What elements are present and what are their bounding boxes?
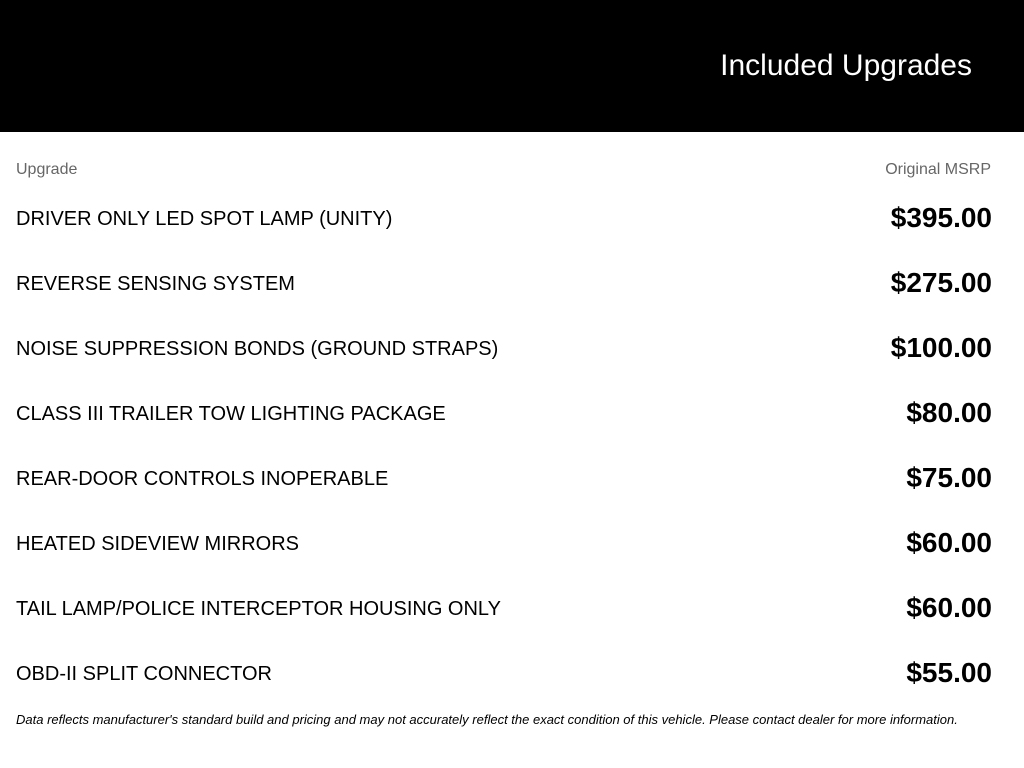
list-item bbox=[0, 185, 1024, 250]
list-item bbox=[0, 315, 1024, 380]
upgrade-name: CLASS III TRAILER TOW LIGHTING PACKAGE bbox=[16, 403, 446, 425]
upgrade-name: HEATED SIDEVIEW MIRRORS bbox=[16, 533, 299, 555]
upgrades-list bbox=[0, 185, 1024, 705]
list-item bbox=[0, 380, 1024, 445]
list-item bbox=[0, 510, 1024, 575]
upgrade-price: $60.00 bbox=[906, 527, 992, 558]
upgrade-price: $75.00 bbox=[906, 462, 992, 493]
list-item bbox=[0, 250, 1024, 315]
upgrade-price: $60.00 bbox=[906, 592, 992, 623]
upgrade-name: REVERSE SENSING SYSTEM bbox=[16, 273, 295, 295]
upgrade-price: $275.00 bbox=[890, 267, 992, 298]
list-item bbox=[0, 445, 1024, 510]
upgrade-name: NOISE SUPPRESSION BONDS (GROUND STRAPS) bbox=[16, 338, 499, 360]
upgrade-name: OBD-II SPLIT CONNECTOR bbox=[16, 663, 272, 685]
disclaimer-text: Data reflects manufacturer's standard build and pricing and may not accurately reflect the exact condition of this vehicle. Please contact dealer for more information. bbox=[16, 712, 958, 727]
page-title: Included Upgrades bbox=[720, 49, 972, 82]
column-header-upgrade: Upgrade bbox=[16, 161, 78, 178]
upgrade-price: $100.00 bbox=[890, 332, 992, 363]
page-header bbox=[0, 0, 1024, 132]
upgrade-price: $55.00 bbox=[906, 657, 992, 688]
upgrade-price: $395.00 bbox=[890, 202, 992, 233]
upgrade-name: DRIVER ONLY LED SPOT LAMP (UNITY) bbox=[16, 208, 393, 230]
column-header-msrp: Original MSRP bbox=[885, 161, 991, 178]
list-item bbox=[0, 575, 1024, 640]
list-item bbox=[0, 640, 1024, 705]
upgrade-name: REAR-DOOR CONTROLS INOPERABLE bbox=[16, 468, 389, 490]
upgrade-price: $80.00 bbox=[906, 397, 992, 428]
upgrade-name: TAIL LAMP/POLICE INTERCEPTOR HOUSING ONLY bbox=[16, 598, 501, 620]
